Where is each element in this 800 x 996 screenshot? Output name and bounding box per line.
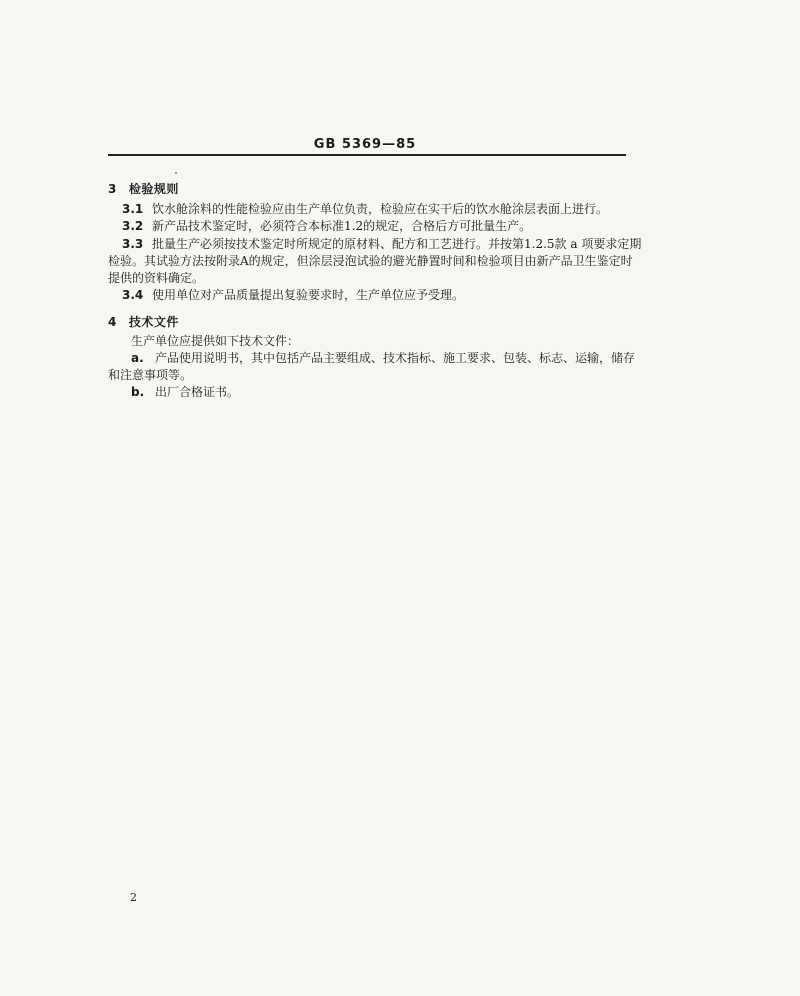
clause-number: 3.4 [122, 288, 144, 302]
clause-number: 3.3 [122, 237, 144, 251]
item-label: b. [131, 385, 145, 399]
clause-3-3 [122, 236, 641, 253]
section-title: 检验规则 [128, 182, 179, 196]
section-4-heading [108, 313, 179, 330]
document-code-header: GB 5369—85 [313, 137, 417, 152]
clause-3-3-continuation: 检验。其试验方法按附录A的规定，但涂层浸泡试验的避光静置时间和检验项目由新产品卫生鉴定时 [108, 254, 633, 268]
item-b [131, 384, 239, 401]
scan-speck [175, 172, 177, 174]
page-number: 2 [130, 891, 137, 904]
clause-3-2 [122, 218, 531, 235]
header-rule [108, 154, 626, 156]
section-number: 3 [108, 182, 117, 196]
item-text: 出厂合格证书。 [155, 385, 240, 399]
clause-3-3-continuation: 提供的资料确定。 [108, 271, 205, 285]
item-text: 产品使用说明书，其中包括产品主要组成、技术指标、施工要求、包装、标志、运输，储存 [155, 351, 636, 365]
section-3-heading [108, 180, 179, 197]
clause-text: 饮水舱涂料的性能检验应由生产单位负责，检验应在实干后的饮水舱涂层表面上进行。 [152, 202, 609, 216]
clause-3-4 [122, 287, 464, 304]
clause-text: 批量生产必须按技术鉴定时所规定的原材料、配方和工艺进行。并按第1.2.5款 a 项要求定期 [152, 237, 642, 251]
item-a [131, 350, 635, 367]
clause-text: 新产品技术鉴定时，必须符合本标准1.2的规定，合格后方可批量生产。 [152, 219, 532, 233]
section-number: 4 [108, 315, 117, 329]
section-4-intro: 生产单位应提供如下技术文件： [131, 334, 300, 348]
clause-text: 使用单位对产品质量提出复验要求时，生产单位应予受理。 [152, 288, 465, 302]
section-title: 技术文件 [128, 315, 179, 329]
clause-3-1 [122, 201, 608, 218]
item-a-continuation: 和注意事项等。 [108, 368, 193, 382]
clause-number: 3.2 [122, 219, 144, 233]
item-label: a. [131, 351, 144, 365]
clause-number: 3.1 [122, 202, 144, 216]
